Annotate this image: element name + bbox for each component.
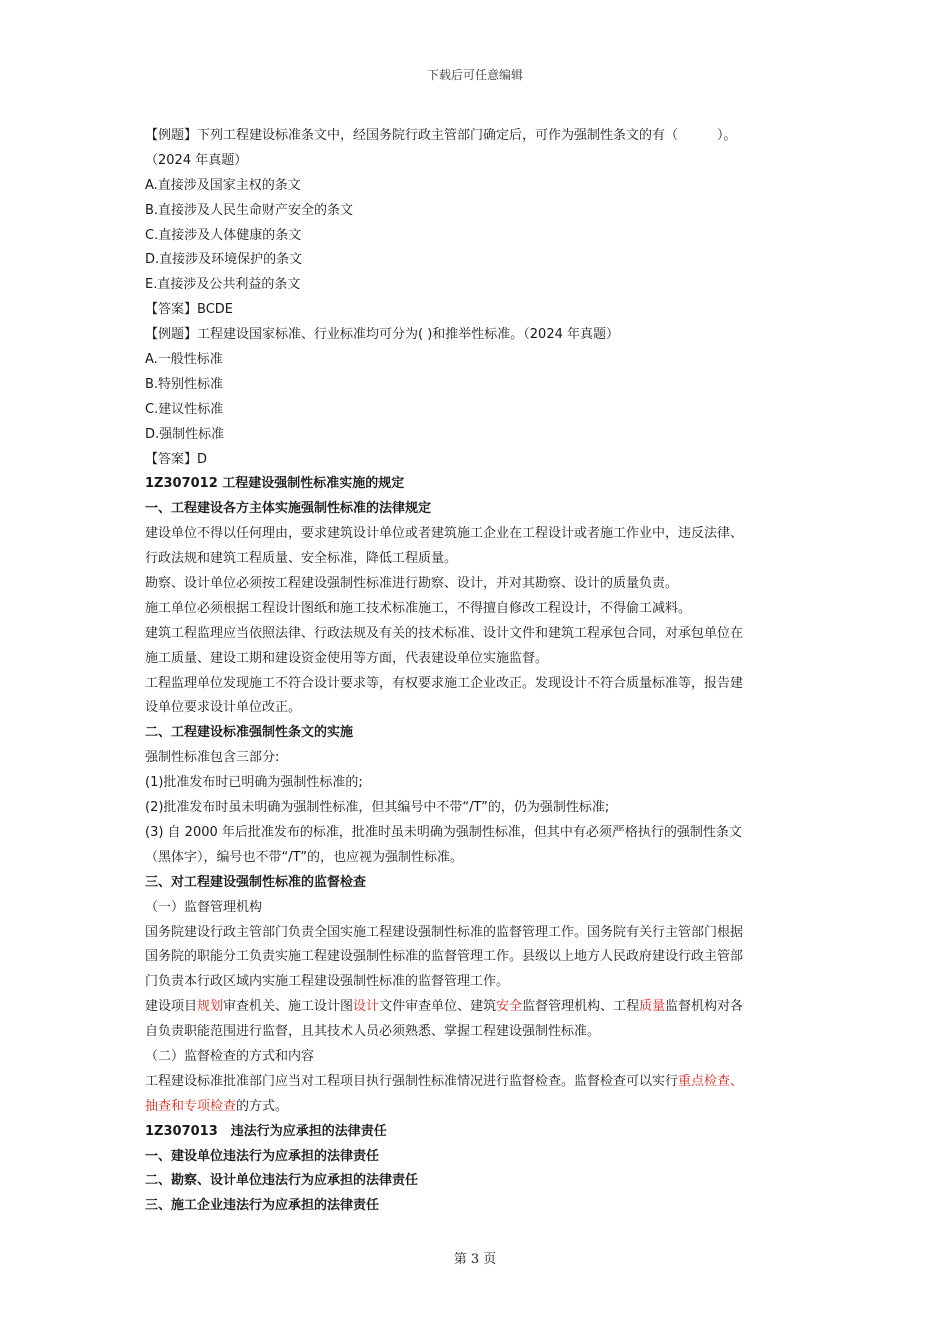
section-heading: 二、工程建设标准强制性条文的实施 — [145, 725, 354, 741]
text-line: 【答案】BCDE — [145, 302, 233, 318]
section-heading: 二、勘察、设计单位违法行为应承担的法律责任 — [145, 1173, 419, 1189]
text-line: （一）监督管理机构 — [145, 899, 263, 915]
text-segment: 审查机关、施工设计图 — [223, 999, 354, 1015]
text-line: 国务院的职能分工负责实施工程建设强制性标准的监督管理工作。县级以上地方人民政府建设行政主管部 — [145, 949, 744, 965]
text-line: A.直接涉及国家主权的条文 — [145, 177, 301, 193]
text-segment: 的方式。 — [236, 1098, 289, 1114]
text-line: （二）监督检查的方式和内容 — [145, 1048, 315, 1064]
text-line: (3) 自 2000 年后批准发布的标准，批准时虽未明确为强制性标准，但其中有必须严格执行的强制性条文 — [145, 824, 742, 840]
text-line: 自负责职能范围进行监督，且其技术人员必须熟悉、掌握工程建设强制性标准。 — [145, 1024, 601, 1040]
text-line: 勘察、设计单位必须按工程建设强制性标准进行勘察、设计，并对其勘察、设计的质量负责。 — [145, 576, 679, 592]
text-line: （2024 年真题） — [145, 152, 248, 168]
text-line: （黑体字），编号也不带“/T”的，也应视为强制性标准。 — [145, 849, 464, 865]
text-line — [145, 1070, 810, 1095]
text-line: C.直接涉及人体健康的条文 — [145, 227, 302, 243]
text-line: E.直接涉及公共利益的条文 — [145, 277, 301, 293]
text-line: B.特别性标准 — [145, 376, 224, 392]
text-line: 国务院建设行政主管部门负责全国实施工程建设强制性标准的监督管理工作。国务院有关行主管部门根据 — [145, 924, 744, 940]
text-segment: 文件审查单位、建筑 — [379, 999, 497, 1015]
emphasis-text: 抽查和专项检查 — [145, 1098, 237, 1114]
text-line: 强制性标准包含三部分: — [145, 750, 280, 766]
text-line: (2)批准发布时虽未明确为强制性标准，但其编号中不带“/T”的，仍为强制性标准; — [145, 800, 610, 816]
emphasis-text: 规划 — [197, 999, 224, 1015]
section-heading: 三、对工程建设强制性标准的监督检查 — [145, 874, 367, 890]
text-line: 行政法规和建筑工程质量、安全标准，降低工程质量。 — [145, 551, 458, 567]
text-line: 工程监理单位发现施工不符合设计要求等，有权要求施工企业改正。发现设计不符合质量标准等，报告建 — [145, 675, 744, 691]
emphasis-text: 质量 — [639, 999, 666, 1015]
document-body — [145, 124, 810, 1219]
text-line — [145, 1095, 810, 1120]
section-heading: 一、建设单位违法行为应承担的法律责任 — [145, 1148, 380, 1164]
section-heading: 1Z307013 违法行为应承担的法律责任 — [145, 1123, 387, 1139]
text-line: 建设单位不得以任何理由，要求建筑设计单位或者建筑施工企业在工程设计或者施工作业中，违反法律、 — [145, 526, 744, 542]
text-segment: 建设项目 — [145, 999, 198, 1015]
text-line: C.建议性标准 — [145, 401, 224, 417]
text-line: 【例题】工程建设国家标准、行业标准均可分为( )和推举性标准。（2024 年真题） — [145, 327, 619, 343]
text-segment: 监督机构对各 — [665, 999, 744, 1015]
section-heading: 三、施工企业违法行为应承担的法律责任 — [145, 1198, 380, 1214]
emphasis-text: 重点检查、 — [678, 1073, 744, 1089]
emphasis-text: 设计 — [353, 999, 380, 1015]
text-line: A.一般性标准 — [145, 352, 223, 368]
section-heading: 1Z307012 工程建设强制性标准实施的规定 — [145, 476, 405, 492]
text-line: 【例题】下列工程建设标准条文中，经国务院行政主管部门确定后，可作为强制性条文的有（ ）。 — [145, 128, 737, 143]
text-segment: 工程建设标准批准部门应当对工程项目执行强制性标准情况进行监督检查。监督检查可以实行 — [145, 1073, 679, 1089]
text-line: 施工单位必须根据工程设计图纸和施工技术标准施工，不得擅自修改工程设计，不得偷工减料。 — [145, 600, 692, 616]
text-line: 【答案】D — [145, 451, 208, 467]
text-line: 设单位要求设计单位改正。 — [145, 700, 302, 716]
text-segment: 监督管理机构、工程 — [522, 999, 640, 1015]
text-line: 建筑工程监理应当依照法律、行政法规及有关的技术标准、设计文件和建筑工程承包合同，对承包单位在 — [145, 625, 744, 641]
page-footer: 第 3 页 — [453, 1252, 497, 1267]
section-heading: 一、工程建设各方主体实施强制性标准的法律规定 — [145, 501, 432, 517]
text-line: 施工质量、建设工期和建设资金使用等方面，代表建设单位实施监督。 — [145, 650, 549, 666]
text-line: D.强制性标准 — [145, 426, 225, 442]
text-line: (1)批准发布时已明确为强制性标准的; — [145, 775, 363, 791]
emphasis-text: 安全 — [496, 999, 523, 1015]
text-line: 门负责本行政区域内实施工程建设强制性标准的监督管理工作。 — [145, 974, 510, 990]
page-header: 下载后可任意编辑 — [426, 68, 523, 82]
text-line — [145, 995, 810, 1020]
text-line: D.直接涉及环境保护的条文 — [145, 252, 303, 268]
text-line: B.直接涉及人民生命财产安全的条文 — [145, 202, 354, 218]
